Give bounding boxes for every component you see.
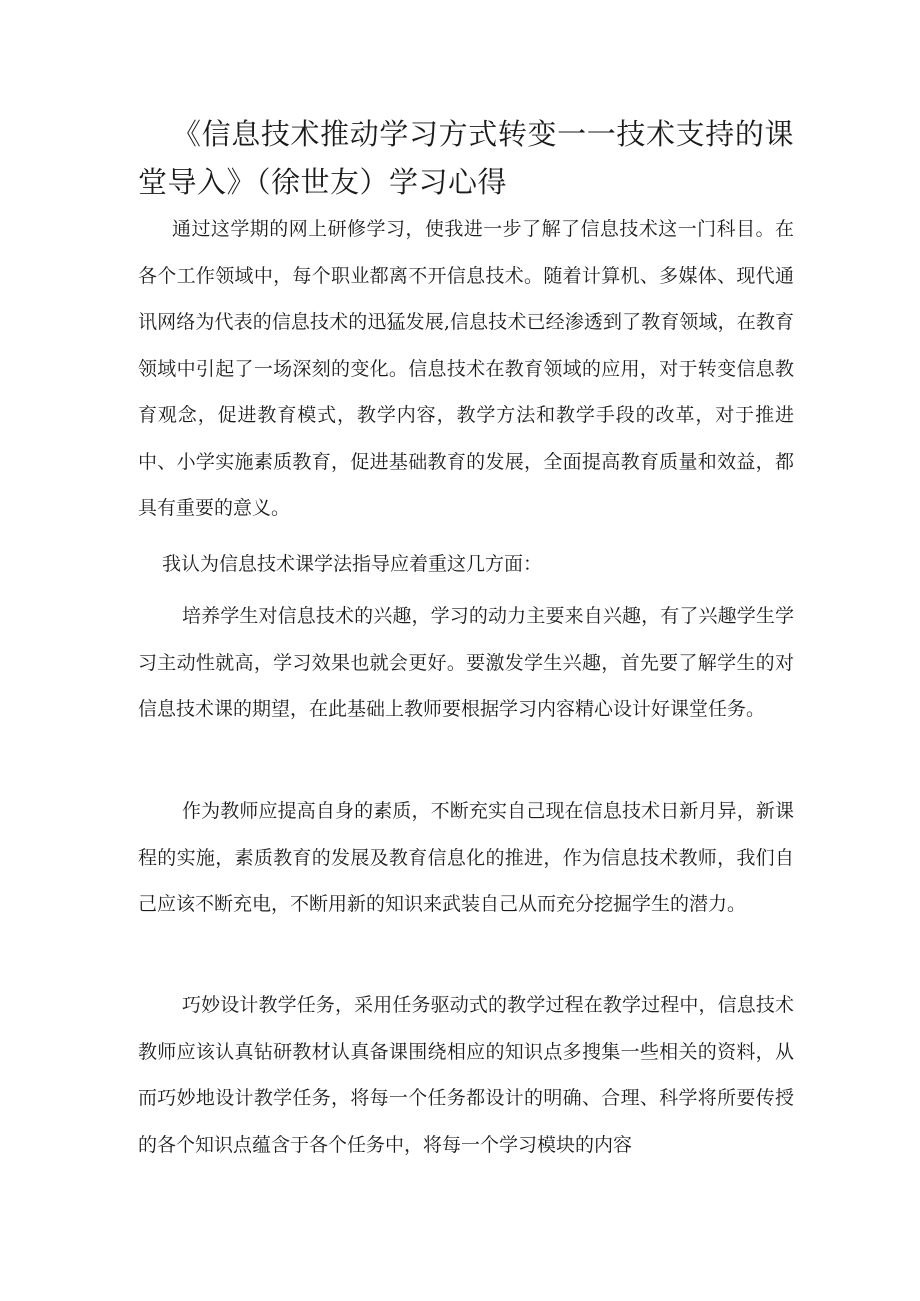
document-title: 《信息技术推动学习方式转变一一技术支持的课堂导入》（徐世友）学习心得 [138, 117, 794, 199]
paragraph-interest: 培养学生对信息技术的兴趣，学习的动力主要来自兴趣，有了兴趣学生学习主动性就高，学习效果也就会更好。要激发学生兴趣，首先要了解学生的对信息技术课的期望，在此基础上教师要根据学习内容精心设计好课堂任务。 [138, 605, 794, 720]
paragraph-thesis: 我认为信息技术课学法指导应着重这几方面： [162, 553, 543, 575]
paragraph-teacher-quality: 作为教师应提高自身的素质，不断充实自己现在信息技术日新月异，新课程的实施，素质教育的发展及教育信息化的推进，作为信息技术教师，我们自己应该不断充电，不断用新的知识来武装自己从而充分挖掘学生的潜力。 [138, 800, 794, 915]
paragraph-intro: 通过这学期的网上研修学习，使我进一步了解了信息技术这一门科目。在各个工作领域中，每个职业都离不开信息技术。随着计算机、多媒体、现代通讯网络为代表的信息技术的迅猛发展,信息技术已经渗透到了教育领域，在教育领域中引起了一场深刻的变化。信息技术在教育领域的应用，对于转变信息教育观念，促进教育模式，教学内容，教学方法和教学手段的改革，对于推进中、小学实施素质教育，促进基础教育的发展，全面提高教育质量和效益，都具有重要的意义。 [138, 218, 794, 519]
paragraph-task-design: 巧妙设计教学任务，采用任务驱动式的教学过程在教学过程中，信息技术教师应该认真钻研教材认真备课围绕相应的知识点多搜集一些相关的资料，从而巧妙地设计教学任务，将每一个任务都设计的明确、合理、科学将所要传授的各个知识点蕴含于各个任务中，将每一个学习模块的内容 [138, 994, 794, 1156]
